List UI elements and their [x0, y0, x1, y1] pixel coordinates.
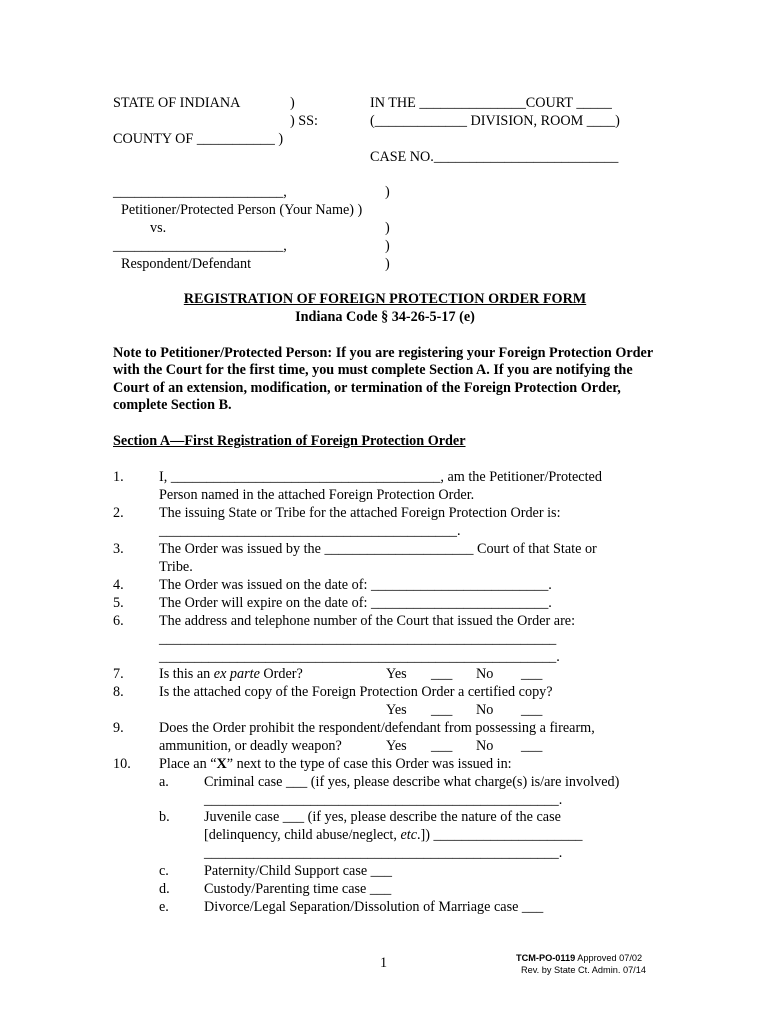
item-number: 7.: [113, 666, 124, 682]
item-6-blank: ________________________________________________________.: [159, 649, 560, 665]
petitioner-blank: ________________________,: [113, 184, 287, 200]
form-code: TCM-PO-0119 Approved 07/02: [516, 953, 643, 963]
item-7-question: Is this an ex parte Order?: [159, 666, 303, 682]
divorce-case-line: Divorce/Legal Separation/Dissolution of Marriage case ___: [204, 899, 544, 915]
section-a-heading: Section A—First Registration of Foreign Protection Order: [113, 433, 466, 449]
yes-label: Yes: [386, 666, 407, 682]
sub-item-letter: a.: [159, 774, 169, 790]
respondent-label: Respondent/Defendant: [121, 256, 252, 272]
no-blank: ___: [521, 702, 543, 718]
yes-label: Yes: [386, 702, 407, 718]
item-number: 9.: [113, 720, 124, 736]
item-6-line: The address and telephone number of the Court that issued the Order are:: [159, 613, 576, 629]
no-blank: ___: [521, 666, 543, 682]
item-2-line: The issuing State or Tribe for the attached Foreign Protection Order is:: [159, 505, 561, 521]
yes-blank: ___: [431, 702, 453, 718]
item-2-line: __________________________________________.: [159, 523, 461, 539]
item-1-line: I, ______________________________________, am the Petitioner/Protected: [159, 469, 602, 485]
instructions-note: Note to Petitioner/Protected Person: If you are registering your Foreign Protection Order with the Court for the first time, you must complete Section A. If you are notifying the Court of an extension, modification, or termination of the Foreign Protection Order, complete Section B.: [113, 345, 653, 414]
juvenile-case-blank: __________________________________________________.: [204, 845, 563, 861]
item-number: 3.: [113, 541, 124, 557]
statute-citation: Indiana Code § 34-26-5-17 (e): [295, 309, 475, 325]
item-6-blank: ________________________________________________________: [159, 631, 557, 647]
no-label: No: [476, 738, 494, 754]
item-number: 8.: [113, 684, 124, 700]
item-1-line: Person named in the attached Foreign Protection Order.: [159, 487, 475, 503]
respondent-blank: ________________________,: [113, 238, 287, 254]
court-line: IN THE _______________COURT _____: [370, 95, 612, 111]
paternity-case-line: Paternity/Child Support case ___: [204, 863, 392, 879]
item-9-question: ammunition, or deadly weapon?: [159, 738, 342, 754]
caption-paren: ): [385, 220, 390, 236]
criminal-case-blank: __________________________________________________.: [204, 792, 563, 808]
item-8-question: Is the attached copy of the Foreign Protection Order a certified copy?: [159, 684, 553, 700]
item-number: 5.: [113, 595, 124, 611]
page-number: 1: [380, 955, 388, 971]
criminal-case-line: Criminal case ___ (if yes, please describe what charge(s) is/are involved): [204, 774, 620, 790]
case-number: CASE NO.__________________________: [370, 149, 619, 165]
sub-item-letter: b.: [159, 809, 170, 825]
sub-item-letter: c.: [159, 863, 169, 879]
form-title: REGISTRATION OF FOREIGN PROTECTION ORDER FORM: [183, 291, 587, 307]
caption-paren: ): [385, 238, 390, 254]
division-line: (_____________ DIVISION, ROOM ____): [370, 113, 620, 129]
no-label: No: [476, 666, 494, 682]
item-number: 1.: [113, 469, 124, 485]
item-3-line: The Order was issued by the _____________________ Court of that State or: [159, 541, 597, 557]
item-10-instruction: Place an “X” next to the type of case this Order was issued in:: [159, 756, 512, 772]
custody-case-line: Custody/Parenting time case ___: [204, 881, 392, 897]
no-label: No: [476, 702, 494, 718]
sub-item-letter: d.: [159, 881, 170, 897]
revision-note: Rev. by State Ct. Admin. 07/14: [521, 965, 646, 975]
item-3-line: Tribe.: [159, 559, 193, 575]
caption-paren: ): [385, 256, 390, 272]
sub-item-letter: e.: [159, 899, 169, 915]
versus-label: vs.: [150, 220, 167, 236]
item-number: 2.: [113, 505, 124, 521]
no-blank: ___: [521, 738, 543, 754]
ss-label: ) SS:: [290, 113, 318, 129]
yes-blank: ___: [431, 666, 453, 682]
caption-paren: ): [385, 184, 390, 200]
item-number: 10.: [113, 756, 131, 772]
county-label: COUNTY OF ___________ ): [113, 131, 284, 147]
state-label: STATE OF INDIANA: [113, 95, 241, 111]
petitioner-label: Petitioner/Protected Person (Your Name) ): [121, 202, 363, 218]
item-9-question: Does the Order prohibit the respondent/defendant from possessing a firearm,: [159, 720, 595, 736]
yes-blank: ___: [431, 738, 453, 754]
item-4-line: The Order was issued on the date of: _________________________.: [159, 577, 552, 593]
juvenile-case-detail: [delinquency, child abuse/neglect, etc.]) _____________________: [204, 827, 583, 843]
item-number: 6.: [113, 613, 124, 629]
item-5-line: The Order will expire on the date of: _________________________.: [159, 595, 552, 611]
caption-paren: ): [290, 95, 295, 111]
juvenile-case-line: Juvenile case ___ (if yes, please describe the nature of the case: [204, 809, 561, 825]
yes-label: Yes: [386, 738, 407, 754]
item-number: 4.: [113, 577, 124, 593]
